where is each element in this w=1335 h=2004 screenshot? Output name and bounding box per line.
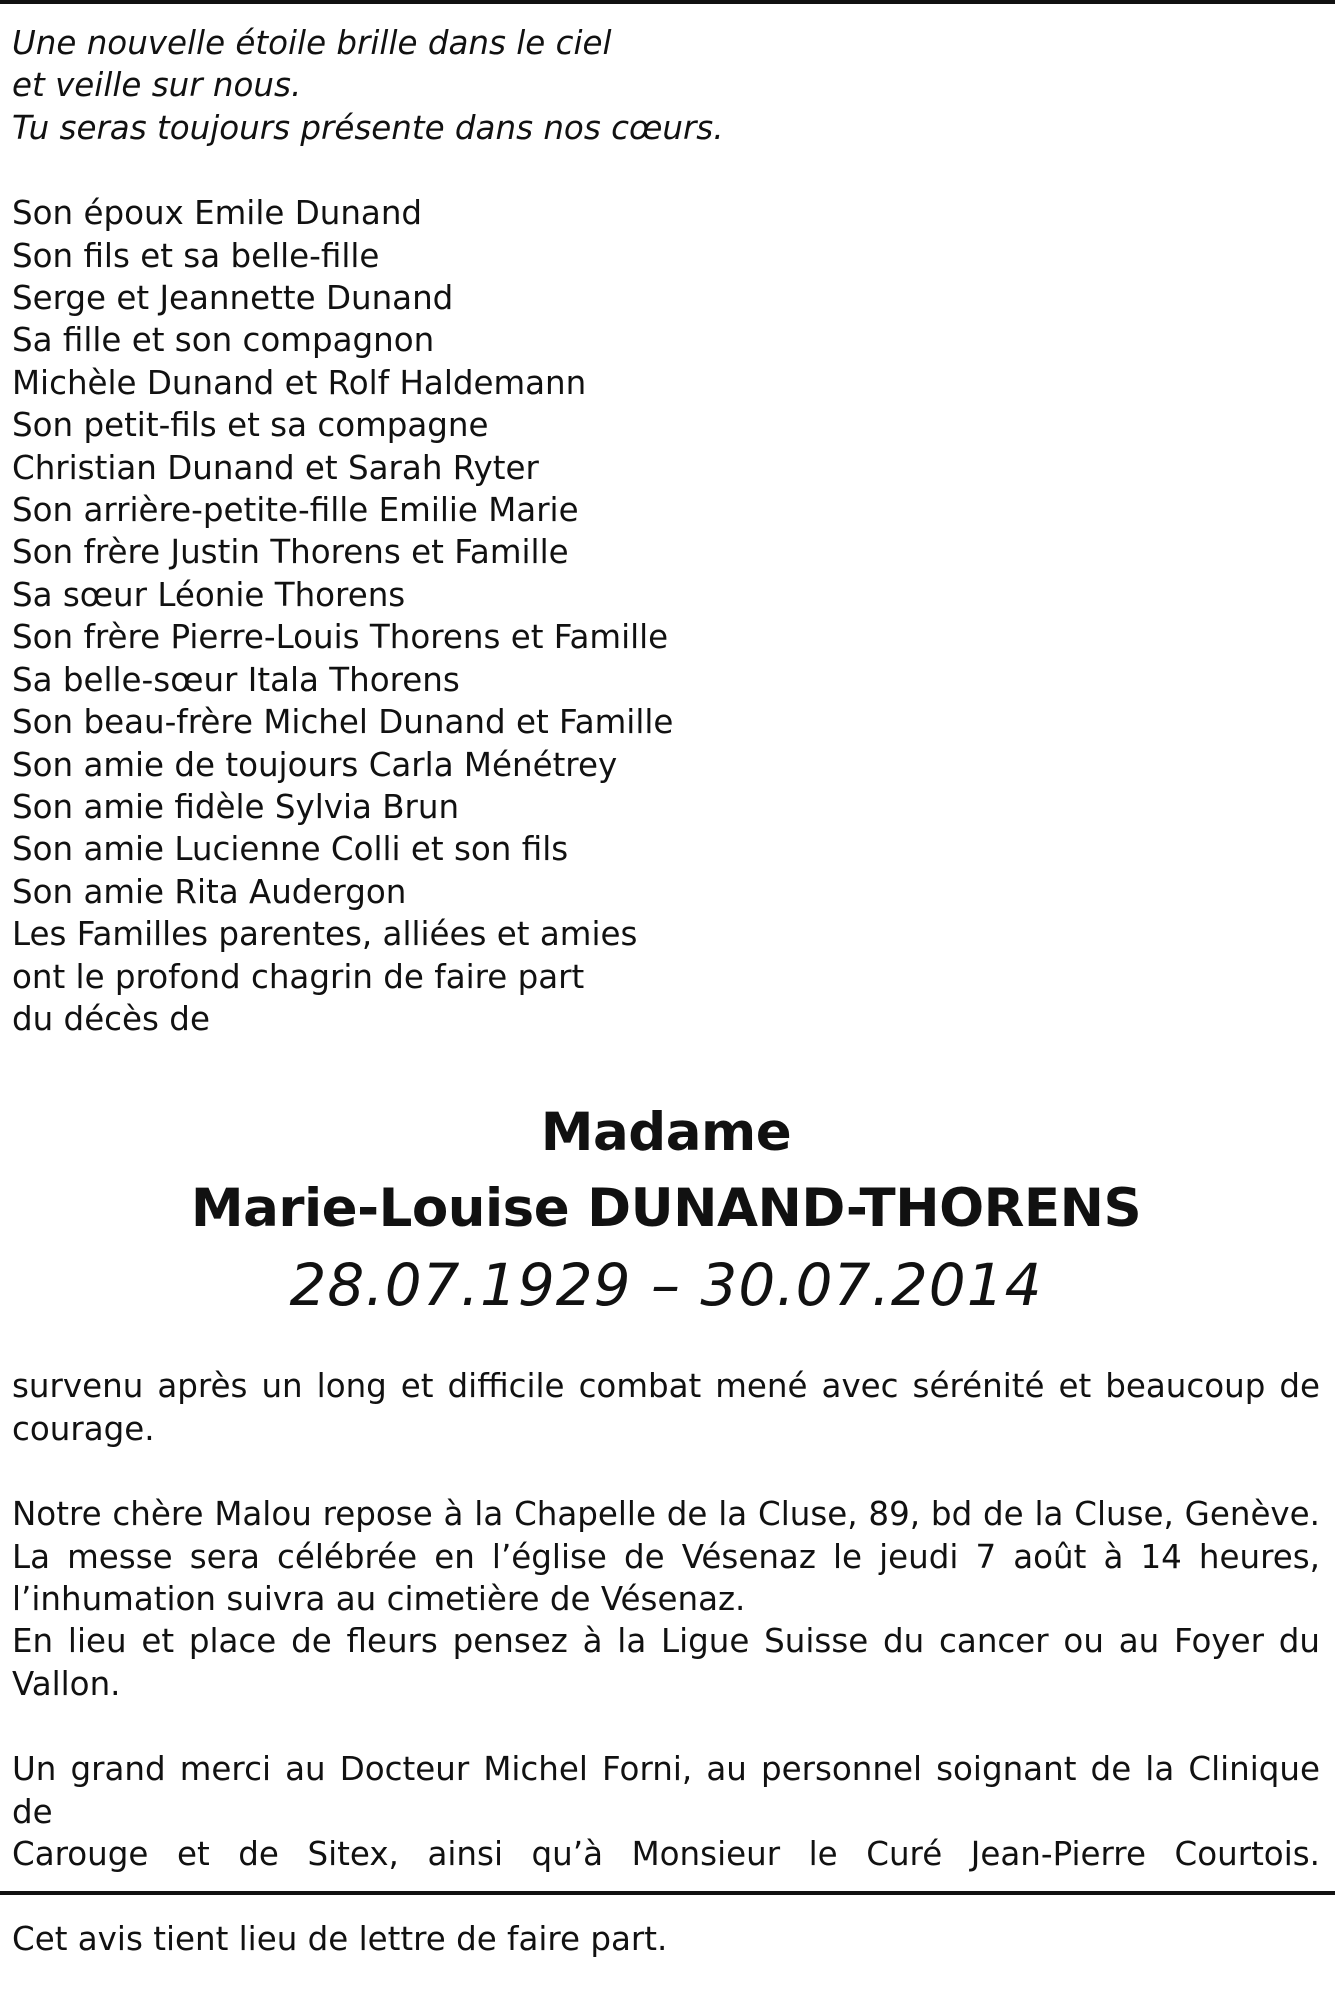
paragraph-line: Un grand merci au Docteur Michel Forni, au personnel soignant de la Clinique de [12,1750,1320,1831]
paragraph-thanks [12,1748,1320,1875]
paragraph-line: survenu après un long et difficile combat mené avec sérénité et beaucoup de [12,1367,1320,1406]
family-line: Sa belle-sœur Itala Thorens [12,660,460,699]
deceased-name-block [12,1095,1320,1323]
deceased-full-name: Marie-Louise DUNAND-THORENS [190,1178,1142,1240]
top-border-rule [0,0,1335,4]
death-notice [12,22,1320,2004]
family-line: du décès de [12,999,210,1038]
family-line: Son amie Lucienne Colli et son fils [12,830,569,869]
family-line: Son époux Emile Dunand [12,194,423,233]
family-line: Son amie de toujours Carla Ménétrey [12,745,618,784]
family-line: ont le profond chagrin de faire part [12,957,585,996]
poem-line: Tu seras toujours présente dans nos cœurs. [12,108,724,147]
family-line: Son fils et sa belle-fille [12,236,380,275]
paragraph-closing [12,1918,1320,1960]
deceased-dates: 28.07.1929 – 30.07.2014 [289,1251,1043,1320]
family-line: Son beau-frère Michel Dunand et Famille [12,703,674,742]
family-line: Son frère Justin Thorens et Famille [12,533,569,572]
paragraph-funeral-details [12,1493,1320,1705]
family-line: Son frère Pierre-Louis Thorens et Famille [12,618,669,657]
family-line: Michèle Dunand et Rolf Haldemann [12,363,587,402]
poem-line: et veille sur nous. [12,66,302,105]
deceased-honorific: Madame [540,1102,792,1164]
family-line: Son petit-fils et sa compagne [12,406,489,445]
family-line: Sa fille et son compagnon [12,321,435,360]
family-line: Son amie fidèle Sylvia Brun [12,787,460,826]
family-line: Serge et Jeannette Dunand [12,279,454,318]
family-line: Sa sœur Léonie Thorens [12,575,406,614]
paragraph-line: l’inhumation suivra au cimetière de Vésenaz. [12,1579,746,1618]
family-line: Christian Dunand et Sarah Ryter [12,448,539,487]
paragraph-line: La messe sera célébrée en l’église de Vésenaz le jeudi 7 août à 14 heures, [12,1537,1320,1576]
paragraph-line: Carouge et de Sitex, ainsi qu’à Monsieur le Curé Jean-Pierre Courtois. [12,1835,1320,1873]
family-list [12,192,1320,1040]
bottom-border-rule [0,1891,1335,1895]
poem-line: Une nouvelle étoile brille dans le ciel [12,24,612,62]
paragraph-circumstances [12,1365,1320,1450]
paragraph-line: Cet avis tient lieu de lettre de faire part. [12,1920,668,1959]
paragraph-line: courage. [12,1409,155,1448]
poem-verse [12,22,1320,149]
paragraph-line: En lieu et place de fleurs pensez à la Ligue Suisse du cancer ou au Foyer du Vallon. [12,1622,1320,1703]
paragraph-line: Notre chère Malou repose à la Chapelle de la Cluse, 89, bd de la Cluse, Genève. [12,1495,1320,1534]
family-line: Son arrière-petite-fille Emilie Marie [12,491,579,530]
family-line: Son amie Rita Audergon [12,872,407,911]
family-line: Les Familles parentes, alliées et amies [12,915,638,954]
